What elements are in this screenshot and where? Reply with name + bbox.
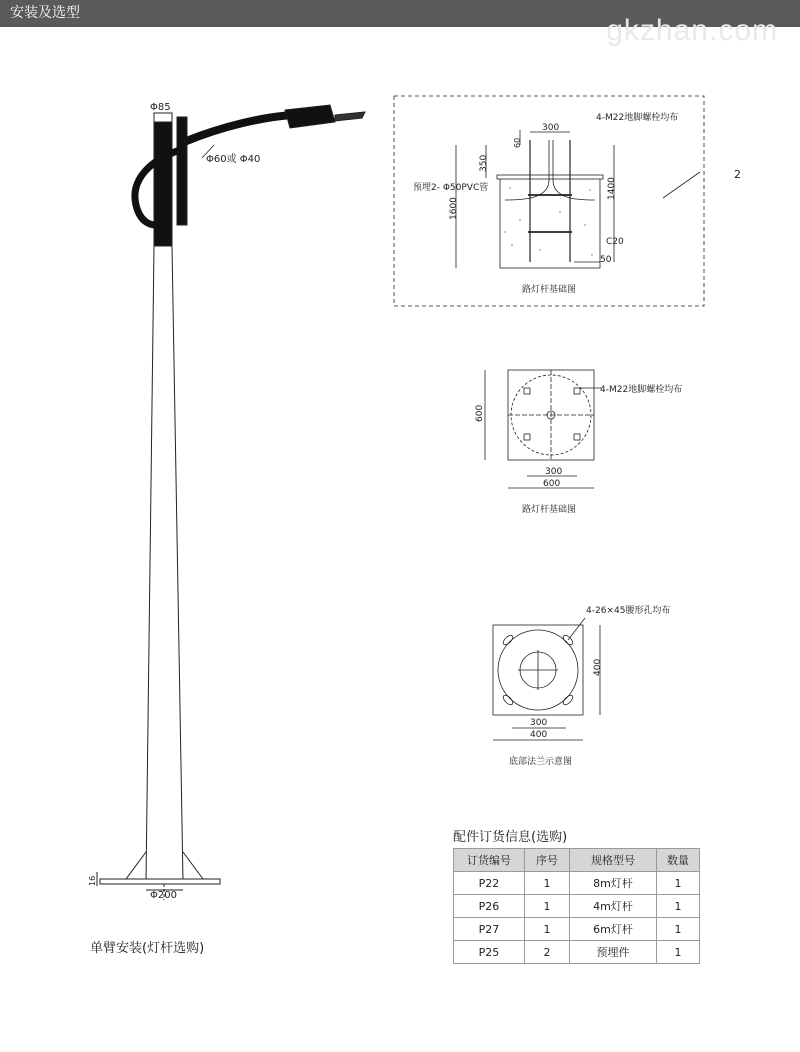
table-cell: 1 bbox=[657, 895, 700, 918]
section-dim-top: 300 bbox=[542, 123, 560, 133]
section-bolt-note: 4-M22地脚螺栓均布 bbox=[596, 113, 679, 123]
pole-upper-section bbox=[154, 122, 172, 246]
table-cell: 1 bbox=[657, 872, 700, 895]
flange-dim-inner: 300 bbox=[530, 718, 548, 728]
table-row bbox=[454, 941, 700, 964]
lamp-cover bbox=[335, 112, 365, 121]
flange-hole-note: 4-26×45腰形孔均布 bbox=[586, 606, 671, 616]
table-cell: 2 bbox=[525, 941, 570, 964]
table-row bbox=[454, 918, 700, 941]
pole-caption: 单臂安装(灯杆选购) bbox=[90, 941, 205, 956]
plan-caption: 路灯杆基础图 bbox=[522, 505, 577, 515]
flange-caption: 底部法兰示意图 bbox=[509, 757, 573, 767]
table-cell: 4m灯杆 bbox=[570, 895, 657, 918]
table-row bbox=[454, 895, 700, 918]
top-diameter-label: Φ85 bbox=[150, 102, 171, 113]
table-cell: P25 bbox=[454, 941, 525, 964]
table-header-row bbox=[454, 849, 700, 872]
section-dim-50: 50 bbox=[600, 255, 612, 265]
column-header: 序号 bbox=[525, 849, 570, 872]
watermark: gkzhan.com bbox=[606, 14, 778, 47]
table-cell: 1 bbox=[657, 918, 700, 941]
section-callout-number: 2 bbox=[734, 168, 741, 181]
base-plate-thickness-label: 16 bbox=[88, 875, 97, 886]
lamp-head bbox=[285, 105, 335, 128]
table-cell: P22 bbox=[454, 872, 525, 895]
table-cell: 1 bbox=[525, 918, 570, 941]
column-header: 规格型号 bbox=[570, 849, 657, 872]
arm-diameter-label: Φ60或 Φ40 bbox=[206, 154, 261, 165]
base-diameter-label: Φ200 bbox=[150, 890, 177, 901]
table-cell: 6m灯杆 bbox=[570, 918, 657, 941]
table-cell: 8m灯杆 bbox=[570, 872, 657, 895]
section-dim-1600: 1600 bbox=[449, 197, 459, 220]
section-pvc-note: 预埋2- Φ50PVC管 bbox=[413, 183, 489, 193]
section-dim-1400: 1400 bbox=[607, 177, 617, 200]
concrete-dots bbox=[504, 187, 593, 256]
pole-top-cap bbox=[154, 113, 172, 122]
table-cell: P26 bbox=[454, 895, 525, 918]
column-header: 订货编号 bbox=[454, 849, 525, 872]
section-dim-350: 350 bbox=[479, 154, 489, 172]
foundation-plan-drawing bbox=[485, 370, 602, 488]
section-dim-60: 60 bbox=[513, 137, 522, 148]
table-cell: 1 bbox=[525, 872, 570, 895]
section-caption: 路灯杆基础图 bbox=[522, 285, 577, 295]
flange-dim-side: 400 bbox=[593, 658, 603, 676]
plan-bolt-note: 4-M22地脚螺栓均布 bbox=[600, 385, 683, 395]
pole-drawing bbox=[97, 105, 365, 900]
parts-table bbox=[453, 848, 700, 964]
table-cell: 预埋件 bbox=[570, 941, 657, 964]
page-title: 安装及选型 bbox=[10, 5, 80, 21]
plan-dim-outer: 600 bbox=[543, 479, 561, 489]
table-cell: 1 bbox=[525, 895, 570, 918]
plan-dim-side: 600 bbox=[475, 404, 485, 422]
section-concrete-label: C20 bbox=[606, 237, 624, 247]
column-header: 数量 bbox=[657, 849, 700, 872]
arm-clamp bbox=[177, 117, 187, 225]
flange-dim-outer: 400 bbox=[530, 730, 548, 740]
table-cell: P27 bbox=[454, 918, 525, 941]
table-row bbox=[454, 872, 700, 895]
plan-dim-inner: 300 bbox=[545, 467, 563, 477]
table-cell: 1 bbox=[657, 941, 700, 964]
pole-arm bbox=[184, 115, 292, 142]
parts-table-title: 配件订货信息(选购) bbox=[453, 830, 568, 845]
